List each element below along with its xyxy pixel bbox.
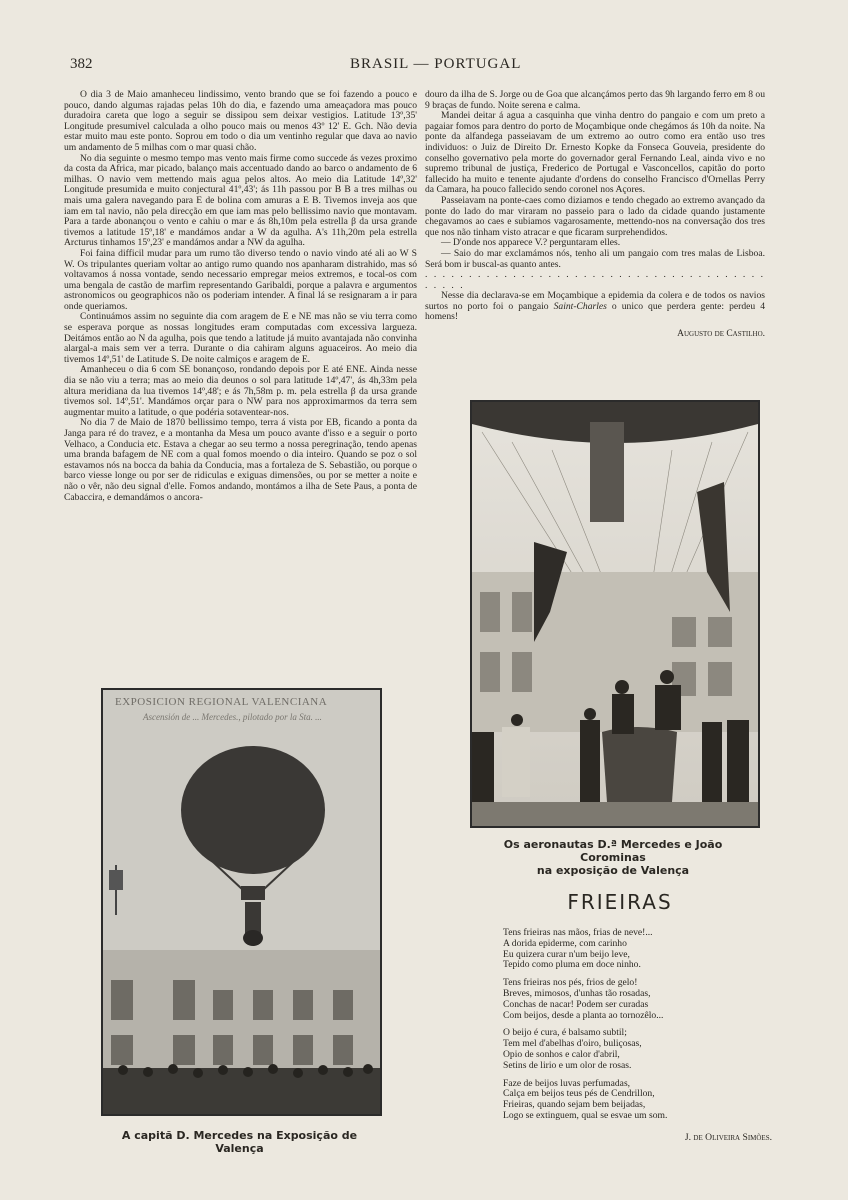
poem-line: Setins de lirio e um olor de rosas.	[503, 1059, 632, 1071]
poem-stanza	[503, 1079, 763, 1122]
aeronauts-illustration	[472, 402, 758, 826]
poem-signature: J. de Oliveira Simões.	[684, 1132, 772, 1143]
balloon-photo	[101, 688, 382, 1116]
article-paragraph: — D'onde nos apparece V.? perguntaram elles.	[441, 237, 621, 249]
exhibition-subtitle: Ascensión de ... Mercedes., pilotado por la Sta. ...	[143, 712, 322, 722]
aeronauts-photo	[470, 400, 760, 828]
poem-stanza	[503, 1028, 763, 1071]
article-signature: Augusto de Castilho.	[677, 329, 765, 340]
article-paragraph: Passeiavam na ponte-caes como diziamos e tendo chegado ao extremo avançado da ponte do lado do mar viraram no passeio para o lado da cidade quando justamente chegavamos ao caes e subiamos vagarosamente, mettendo-nos na conversação dos tres que nos não tinham visto atracar e que ficaram surprehendidos.	[425, 194, 765, 238]
article-column-left	[64, 90, 417, 503]
article-paragraph: O dia 3 de Maio amanheceu lindissimo, vento brando que se foi fazendo a pouco e pouco, dando algumas rajadas pelas 10h do dia, e fazendo uma ameaçadora mas pouco duradoira careta que logo a seguir se dissipou sem deixar vestigios. Latitude 13º,35' Longitude presumivel calculada a olho pouco mais ou menos 43º 12' E. Gch. Não devia estar muito mau este ponto. Soprou em todo o dia um ventinho regular que dava ao navio um andamento de 5 milhas com o mar quasi chão.	[64, 89, 417, 153]
final-text-post: o unico que perdera gente: perdeu 4 homens!	[425, 300, 765, 323]
article-paragraph: — Saio do mar exclamámos nós, tenho ali um pangaio com tres malas de Lisboa. Será bom ir buscal-as quanto antes.	[425, 247, 765, 270]
poem-line: Calça em beijos teus pés de Cendrillon,	[503, 1088, 655, 1100]
article-final-paragraph	[425, 291, 765, 323]
page-number: 382	[70, 56, 93, 72]
poem-line: O beijo é cura, é balsamo subtil;	[503, 1027, 627, 1039]
article-paragraph: Continuámos assim no seguinte dia com aragem de E e NE mas não se viu terra como se esperava porque as nossas longitudes eram computadas com excessiva largueza. Deitámos então ao N da agulha, pois que tendo a latitude já muito avantajada não convinha alargal-a mais sem ver a terra. Durante o dia cahiram alguns aguaceiros. Ao meio dia tivemos 14º,51' de Latitude S. De noite calmiços e aragem de E.	[64, 311, 417, 365]
running-title: BRASIL — PORTUGAL	[350, 56, 522, 72]
poem-line: Logo se extinguem, qual se esvae um som.	[503, 1109, 668, 1121]
balloon-illustration	[103, 690, 380, 1114]
poem-title: FRIEIRAS	[567, 890, 673, 914]
poem-line: A dorida epiderme, com carinho	[503, 937, 627, 949]
aeronauts-caption	[470, 838, 756, 877]
poem-line: Opio de sonhos e calor d'abril,	[503, 1048, 620, 1060]
balloon-caption: A capitã D. Mercedes na Exposição de Valença	[121, 1129, 358, 1155]
page-header	[70, 56, 770, 76]
poem-stanza	[503, 928, 763, 971]
poem-line: Breves, mimosos, d'unhas tão rosadas,	[503, 987, 651, 999]
article-paragraph: Mandei deitar á agua a casquinha que vinha dentro do pangaio e com um preto a pagaiar fomos para dentro do porto de Moçambique onde chegámos ás 10h da noite. Na ponte da alfandega passeiavam de um extremo ao outro como era então uso tres individuos: o Juiz de Direito Dr. Ernesto Kopke da Fonseca Gouveia, presidente do conselho governativo pela morte do governador geral Fernando Leal, ainda vivo e no supremo tribunal de justiça, Frederico de Portugal e Vasconcellos, capitão do porto fallecido ha muito e tenente ajudante d'ordens do conselho Francisco d'Ornellas Perry da Camara, ha pouco fallecido sendo coronel nos Açores.	[425, 110, 765, 196]
poem-line: Tepido como pluma em doce ninho.	[503, 959, 641, 971]
poem-line: Tens frieiras nas mãos, frias de neve!...	[503, 927, 653, 938]
article-paragraph: Amanheceu o dia 6 com SE bonançoso, rondando depois por E até ENE. Ainda nesse dia se não viu a terra; mas ao meio dia deunos o sol para latitude 14º,47', ás 4h,33m pela altura meridiana da lua tivemos 14º,48'; e ás 7h,58m p. m. pela estrella β da ursa grande tivemos sol. 14º,51'. Mandámos orçar para o NW para nos approximarmos da terra sem augmentar muito a latitude, o que podéria sotaventear-nos.	[64, 364, 417, 418]
ellipsis-line: . . . . . . . . . . . . . . . . . . . . . . . . . . . . . . . . . . . . . . . . . . . .	[425, 269, 765, 291]
ship-name: Saint-Charles	[553, 300, 607, 312]
aeronauts-caption-line2: na exposição de Valença	[536, 864, 690, 877]
poem-line: Frieiras, quando sejam bem beijadas,	[503, 1099, 646, 1111]
poem-body	[503, 928, 763, 1129]
article-paragraph: No dia 7 de Maio de 1870 bellissimo tempo, terra á vista por EB, ficando a ponta da Janga para ré do travez, e a montanha da Mesa um pouco avante d'isso e a seguir o porto Velhaco, a Conducia etc. Estava a chegar ao seu termo a nossa peregrinação, tendo apenas uma branda bafagem de NE com a qual fomos moendo o dia inteiro. Quando se poz o sol estavamos nós na bocca da bahia da Conducia, mas a fortaleza de S. Sebastião, ou porque o barco viesse longe ou por ser de ridiculas e exiguas dimensões, ou por se metter a noite e não o vêr, não deu signal d'elle. Fomos andando, montámos a ilha de Sete Paus, a ponta de Cabaccira, e demandámos o ancora-	[64, 417, 417, 503]
poem-line: Com beijos, desde a planta ao tornozêlo...	[503, 1009, 664, 1021]
aeronauts-caption-line1: Os aeronautas D.ª Mercedes e João Corominas	[503, 838, 723, 864]
article-paragraph: douro da ilha de S. Jorge ou de Goa que alcançámos perto das 9h largando ferro em 8 ou 9 braças de fundo. Noite serena e calma.	[425, 89, 765, 111]
poem-line: Faze de beijos luvas perfumadas,	[503, 1077, 631, 1089]
article-paragraph: No dia seguinte o mesmo tempo mas vento mais firme como succede ás vezes proximo da costa da Africa, mar picado, balanço mais accentuado dando ao barco o andamento de 6 milhas. O navio vem mettendo mais agua pelos altos. Ao meio dia Latitude 14º,32' Longitude presumida e muito conjectural 41º,43'; ás 11h passou por B B a tres milhas ou mais uma galera navegando para E de bolina com amuras a E B. Tivemos inveja aos que iam em tal navio, não pela direcção em que iam mas pelo bellissimo navio que montavam. Para a tarde abonançou o vento e cahiu o mar e ás 8h,10m pela estrella β da ursa grande tivemos a latitude 15º,18' e mandámos andar a W da agulha. A's 11h,20m pela estrella Arcturus tinhamos 15º,23' e mandámos andar a NW da agulha.	[64, 152, 417, 249]
exhibition-title: EXPOSICION REGIONAL VALENCIANA	[115, 696, 328, 708]
final-text-pre: Nesse dia declarava-se em Moçambique a epidemia da colera e de todos os navios surtos no porto foi o pangaio	[425, 290, 765, 312]
poem-line: Eu quizera curar n'um beijo leve,	[503, 948, 630, 960]
poem-line: Conchas de nacar! Podem ser curadas	[503, 998, 649, 1010]
article-column-right	[425, 90, 765, 340]
poem-stanza	[503, 978, 763, 1021]
poem-line: Tem mel d'abelhas d'oiro, buliçosas,	[503, 1038, 642, 1050]
poem-line: Tens frieiras nos pés, frios de gelo!	[503, 977, 638, 989]
article-paragraph: Foi faina difficil mudar para um rumo tão diverso tendo o navio vindo até ali ao W S W. Os tripulantes queriam voltar ao antigo rumo quando nos apanharam distrahido, mas só voltavamos á nossa vontade, sendo necessario empregar meios extremos, e tocal-os com uma bengala de castão de marfim representando Garibaldi, porque a palavra e argumentos astronomicos ou geographicos não os poderiam intender. A final lá se resignaram a ir para onde queriamos.	[64, 247, 417, 312]
